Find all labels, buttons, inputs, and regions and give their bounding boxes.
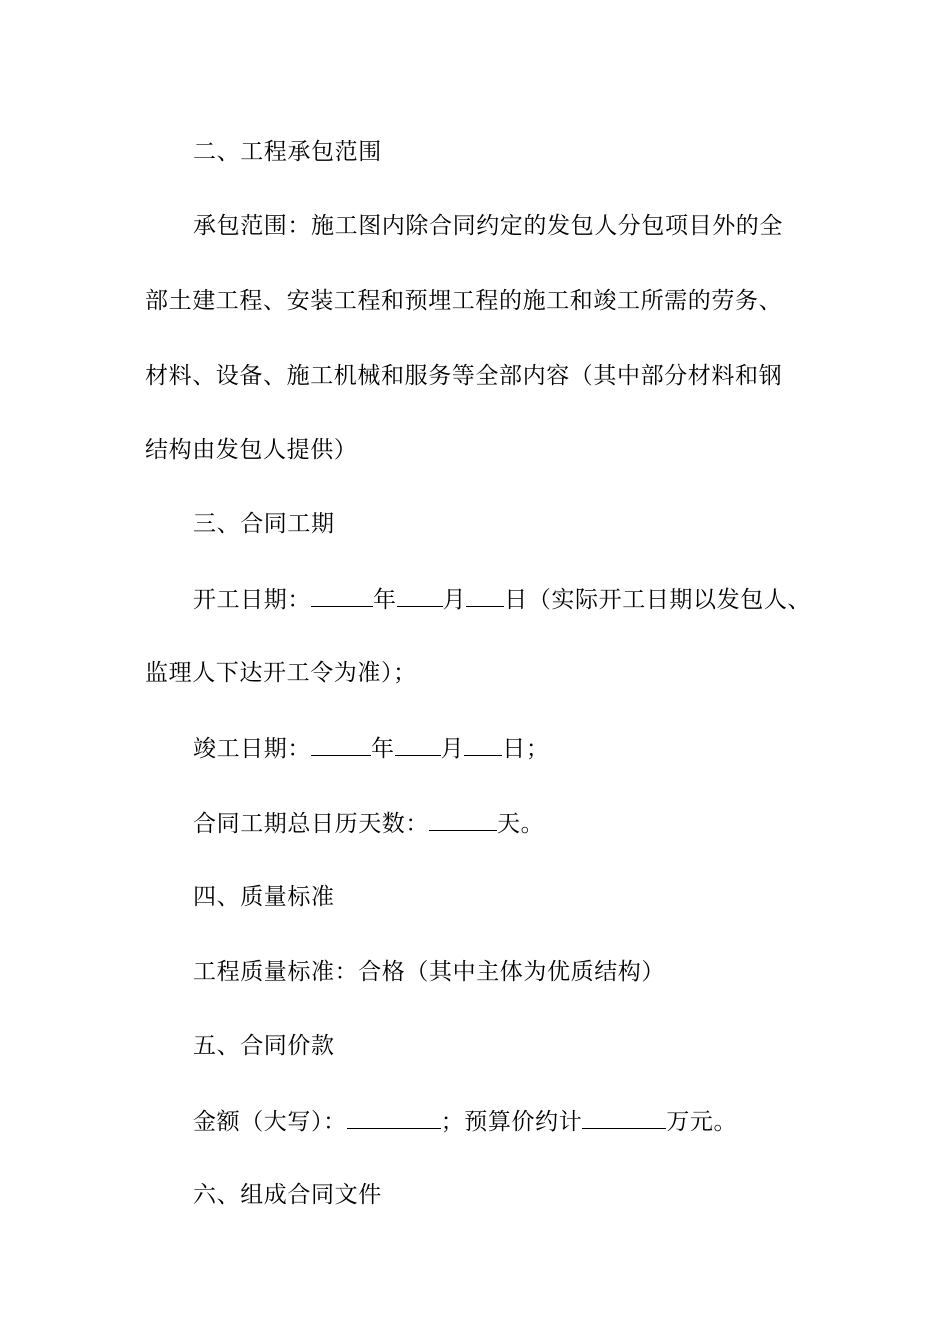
finish-day-tail: 日； — [502, 736, 550, 762]
scope-paragraph-line-4: 结构由发包人提供） — [145, 437, 358, 463]
total-days-label: 合同工期总日历天数： — [193, 811, 429, 837]
finish-month-blank — [395, 733, 441, 756]
price-budget-label: ；预算价约计 — [440, 1109, 583, 1135]
start-month-blank — [397, 584, 443, 607]
price-amount-label: 金额（大写）： — [193, 1109, 347, 1135]
section-heading-quality: 四、质量标准 — [193, 884, 335, 910]
total-days-tail: 天。 — [497, 811, 545, 837]
price-budget-tail: 万元。 — [666, 1109, 738, 1135]
finish-month-label: 月 — [440, 736, 465, 762]
start-day-tail: 日（实际开工日期以发包人、 — [504, 587, 812, 613]
price-amount-line — [193, 1106, 893, 1137]
total-days-line — [193, 808, 893, 839]
price-amount-blank — [347, 1106, 441, 1129]
section-heading-period: 三、合同工期 — [193, 511, 335, 537]
total-days-blank — [429, 808, 497, 831]
scope-paragraph-line-1: 承包范围：施工图内除合同约定的发包人分包项目外的全 — [193, 213, 783, 239]
finish-year-label: 年 — [371, 736, 395, 762]
finish-year-blank — [311, 733, 371, 756]
section-heading-price: 五、合同价款 — [193, 1033, 335, 1059]
finish-date-line — [193, 733, 893, 764]
start-date-continuation: 监理人下达开工令为准）； — [145, 660, 417, 686]
scope-paragraph-line-3: 材料、设备、施工机械和服务等全部内容（其中部分材料和钢 — [145, 363, 783, 389]
start-day-blank — [466, 584, 504, 607]
section-heading-documents: 六、组成合同文件 — [193, 1182, 382, 1208]
start-date-label: 开工日期： — [193, 587, 311, 613]
price-budget-blank — [582, 1106, 666, 1129]
start-date-line — [193, 584, 893, 615]
finish-date-label: 竣工日期： — [193, 736, 311, 762]
start-month-label: 月 — [442, 587, 467, 613]
start-year-blank — [311, 584, 373, 607]
scope-paragraph-line-2: 部土建工程、安装工程和预埋工程的施工和竣工所需的劳务、 — [145, 288, 783, 314]
start-year-label: 年 — [373, 587, 397, 613]
section-heading-scope: 二、工程承包范围 — [193, 139, 382, 165]
finish-day-blank — [464, 733, 502, 756]
quality-standard-text: 工程质量标准：合格（其中主体为优质结构） — [193, 959, 665, 985]
